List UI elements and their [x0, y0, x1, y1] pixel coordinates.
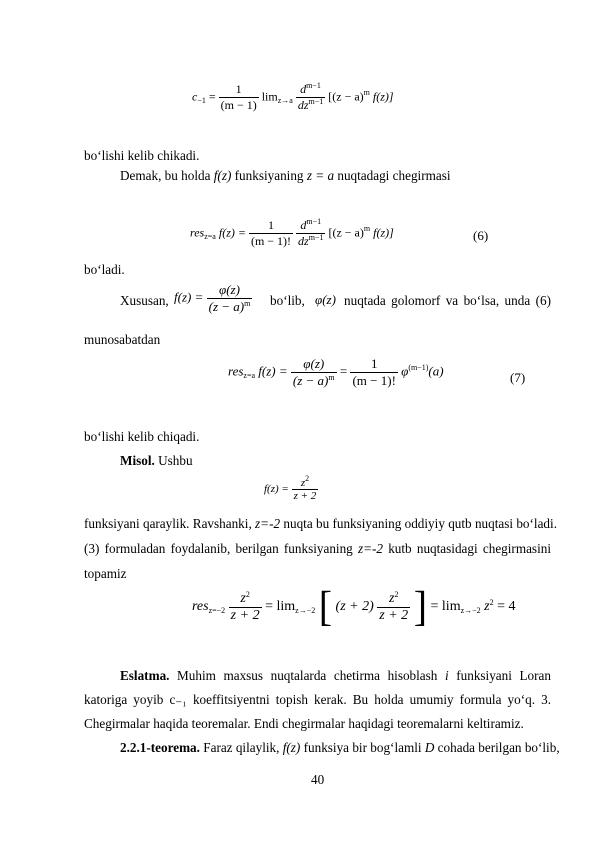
text-line-1: bo‘lishi kelib chikadi. — [84, 148, 200, 163]
theorem-line: 2.2.1-teorema. Faraz qilaylik, f(z) funksiya bir bog‘lamli D cohada berilgan bo‘lib, — [120, 740, 560, 755]
misol-line: Misol. Ushbu — [120, 453, 193, 468]
eslatma-line: Eslatma. Muhim maxsus nuqtalarda chetirma hisoblash i funksiyani Loran — [120, 668, 551, 683]
f1-deriv: $\frac{d^{m-1}}{dz^{m-1}}$ — [297, 81, 324, 112]
text-line-4-c: nuqtada golomorf va bo‘lsa, unda (6) — [344, 293, 551, 308]
text-line-9: topamiz — [84, 566, 127, 581]
equation-number-6: (6) — [473, 228, 489, 243]
text-line-8: (3) formuladan foydalanib, berilgan funksiyaning z=-2 kutb nuqtasidagi chegirmasini — [84, 541, 551, 556]
text-line-5: munosabatdan — [84, 332, 161, 347]
text-line-3: bo‘ladi. — [84, 262, 125, 277]
formula-7: res$_{z=a}$ f(z) = $\frac{\varphi(z)}{(z - a)^m}$ = $\frac{1}{(m - 1)!}$ $\varphi^{(m-1)}(a)$ — [228, 356, 444, 388]
text-line-2: Demak, bu holda f(z) funksiyaning z = a nuqtadagi chegirmasi — [120, 168, 451, 183]
text-line-11: katoriga yoyib c₋₁ koeffitsiyentni topish kerak. Bu holda umumiy formula yo‘q. 3. — [84, 692, 551, 707]
text-line-12: Chegirmalar haqida teoremalar. Endi chegirmalar haqidagi teoremalarni keltiramiz. — [84, 716, 524, 731]
page-number: 40 — [311, 772, 325, 787]
formula-c-minus-1: $c_{-1}$ = $\frac{1}{(m - 1)}$ $\lim_{z\to a}$ $\frac{d^{m-1}}{dz^{m-1}}$ [$(z - a)^m$ f(z)] — [192, 81, 394, 112]
formula-6: res$_{z=a}$ f(z) = $\frac{1}{(m - 1)!}$ $\frac{d^{m-1}}{dz^{m-1}}$ [$(z - a)^m$ f(z)] — [190, 217, 394, 248]
text-line-6: bo‘lishi kelib chiqadi. — [84, 429, 200, 444]
f1-lim: lim — [261, 89, 278, 104]
text-line-4-a: Xususan, — [120, 293, 169, 308]
formula-example: f(z) = $\frac{z^2}{z + 2}$ — [264, 474, 317, 502]
f1-lhs: c — [192, 89, 198, 104]
text-line-4-b: bo‘lib, — [270, 293, 305, 308]
f1-frac: $\frac{1}{(m - 1)}$ — [220, 82, 257, 112]
formula-f-phi: f(z) = $\frac{\varphi(z)}{(z - a)^m}$ — [174, 282, 251, 314]
formula-phi: φ(z) — [315, 292, 336, 307]
f1-lhs-sub: −1 — [197, 96, 206, 106]
text-line-7: funksiyani qaraylik. Ravshanki, z=-2 nuqta bu funksiyaning oddiyiy qutb nuqtasi bo‘ladi. — [84, 516, 557, 531]
formula-residue: res$_{z=-2}$ $\frac{z^2}{z + 2}$ = $\lim_{z\to-2}$ [ (z + 2) $\frac{z^2}{z + 2}$ ] = $\lim_{z\to-2} z^2 = 4$ — [192, 582, 516, 631]
equation-number-7: (7) — [510, 370, 526, 385]
